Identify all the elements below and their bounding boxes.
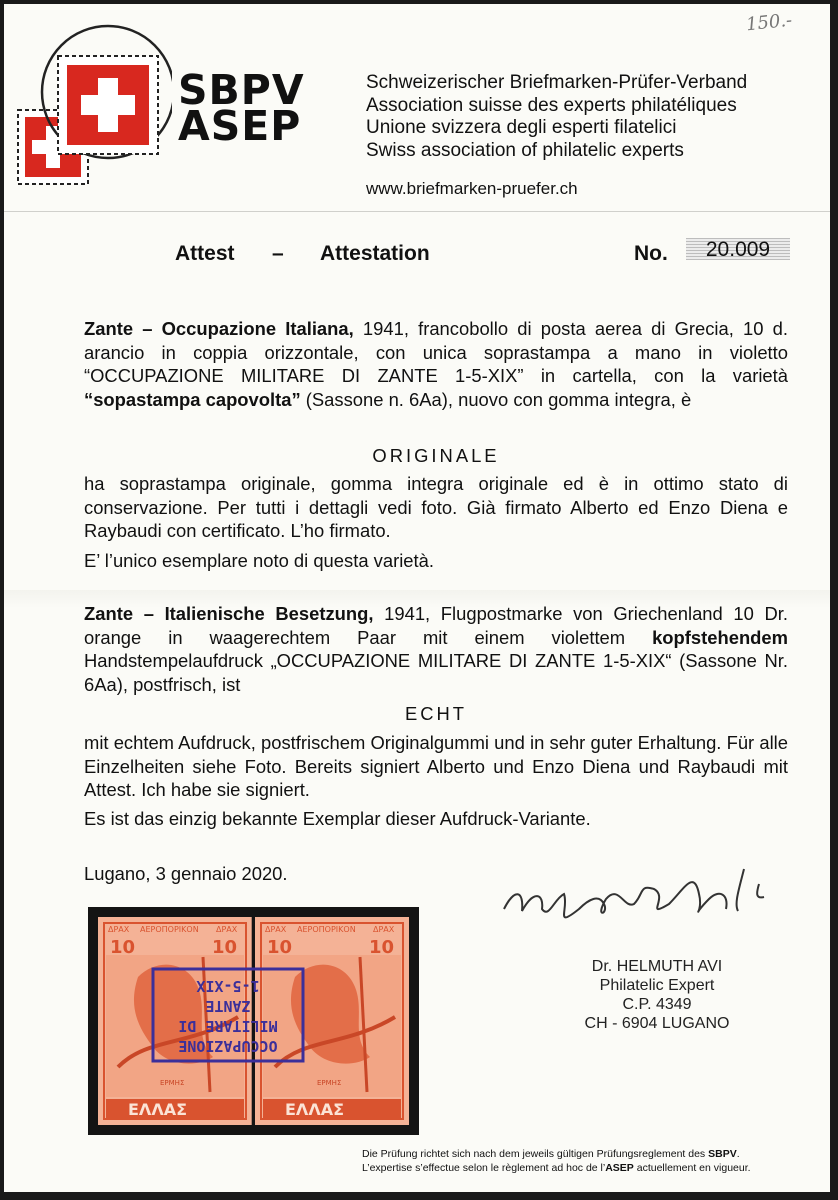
footer-line-2-text: L’expertise s’effectue selon le règlement ad hoc de l’ [362, 1162, 606, 1174]
german-body-b: Handstempelaufdruck „OCCUPAZIONE MILITARE DI ZANTE 1-5-XIX“ (Sassone Nr. 6Aa), postfrisch, ist [84, 650, 788, 695]
sbpv-logo-icon [12, 22, 172, 192]
pencil-price-note: 150.- [745, 9, 794, 36]
italian-body-b: (Sassone n. 6Aa), nuovo con gomma integra, è [300, 388, 692, 410]
italian-title: Zante – Occupazione Italiana, [84, 318, 354, 339]
expert-stamp [572, 957, 742, 1033]
german-paragraph-3: Es ist das einzig bekannte Exemplar dieser Aufdruck-Variante. [84, 808, 591, 829]
heading-dash: – [272, 242, 284, 265]
association-de: Schweizerischer Briefmarken-Prüfer-Verband [366, 72, 748, 93]
stamp-left-top-left: ΔΡΑΧ [108, 925, 130, 934]
stamp-right-top-left: ΔΡΑΧ [265, 925, 287, 934]
italian-paragraph-2: ha soprastampa originale, gomma integra originale ed è in ottimo stato di conservazione. Per tutti i dettagli vedi foto. Già firmato Alberto ed Enzo Diena e Raybaudi con certificato. L’ho firmato. [84, 473, 788, 541]
stamp-right-country: ΕΛΛΑΣ [285, 1100, 345, 1119]
footer-line-1 [362, 1147, 751, 1161]
stamp-left-value-left: 10 [110, 937, 136, 958]
certificate-sheet [4, 4, 830, 1192]
header-divider [4, 211, 830, 212]
heading-attestation: Attestation [320, 242, 430, 265]
stamp-right-value-left: 10 [267, 937, 293, 958]
expert-name: Dr. HELMUTH AVI [591, 958, 723, 975]
german-title: Zante – Italienische Besetzung, [84, 603, 374, 624]
german-paragraph-1 [84, 602, 788, 696]
stamp-left-country: ΕΛΛΑΣ [128, 1100, 188, 1119]
association-en: Swiss association of philatelic experts [366, 139, 684, 161]
italian-verdict: ORIGINALE [372, 445, 500, 466]
italian-paragraph-1 [84, 317, 788, 411]
handwritten-signature-icon [494, 849, 794, 949]
place-and-date: Lugano, 3 gennaio 2020. [84, 863, 288, 884]
expert-po-box: C.P. 4349 [622, 996, 692, 1013]
website-link: www.briefmarken-pruefer.ch [366, 179, 578, 198]
brand-asep: ASEP [178, 102, 302, 150]
german-variety: kopfstehendem [652, 626, 788, 648]
italian-paragraph-3: E’ l’unico esemplare noto di questa varietà. [84, 550, 434, 571]
stamp-photo [88, 907, 419, 1135]
footer-line-2-end: actuellement en vigueur. [633, 1162, 751, 1174]
front-stamp-icon [42, 26, 172, 158]
expert-city: CH - 6904 LUGANO [584, 1015, 730, 1032]
association-fr: Association suisse des experts philatéliques [366, 94, 737, 116]
footer-line-2 [362, 1161, 751, 1175]
heading-no-label: No. [634, 242, 668, 265]
brand-wordmark [178, 66, 305, 150]
brand-sbpv: SBPV [178, 66, 305, 114]
overprint-line-1: OCCUPAZIONE [178, 1037, 278, 1055]
german-paragraph-2: mit echtem Aufdruck, postfrischem Originalgummi und in sehr guter Erhaltung. Für alle Einzelheiten siehe Foto. Bereits signiert Alberto und Enzo Diena und Raybaudi mit Attest. Ich habe sie signiert. [84, 732, 788, 800]
stamp-pair-image [88, 907, 419, 1135]
stamp-left-top-right: ΔΡΑΧ [216, 925, 238, 934]
stamp-right-top-right: ΔΡΑΧ [373, 925, 395, 934]
overprint-line-2: MILITARE DI [178, 1017, 278, 1035]
german-verdict: ECHT [404, 703, 468, 724]
footer-line-1-text: Die Prüfung richtet sich nach dem jeweils gültigen Prüfungsreglement des [362, 1148, 709, 1160]
footer-asep: ASEP [605, 1162, 634, 1174]
stamp-left-value-right: 10 [212, 937, 238, 958]
association-it: Unione svizzera degli esperti filatelici [366, 117, 677, 138]
footer-sbpv: SBPV [708, 1148, 737, 1160]
stamp-right-figure: ΕΡΜΗΣ [317, 1079, 342, 1087]
expert-title: Philatelic Expert [599, 977, 715, 994]
association-names [366, 72, 747, 162]
stamp-right-top-mid: ΑΕΡΟΠΟΡΙΚΟΝ [297, 925, 356, 934]
stamp-left-top-mid: ΑΕΡΟΠΟΡΙΚΟΝ [140, 925, 199, 934]
certificate-number: 20.009 [686, 238, 790, 260]
italian-variety: “sopastampa capovolta” [84, 388, 301, 410]
stamp-left-figure: ΕΡΜΗΣ [160, 1079, 185, 1087]
overprint-line-3: ZANTE [205, 997, 251, 1015]
heading-attest: Attest [175, 242, 235, 265]
footer-line-1-end: . [736, 1148, 740, 1160]
overprint-line-4: 1-5-XIX [196, 977, 260, 995]
footer-note [362, 1147, 751, 1175]
stamp-right-value-right: 10 [369, 937, 395, 958]
italian-body-a: 1941, francobollo di posta aerea di Grecia, 10 d. arancio in coppia orizzontale, con unica soprastampa a mano in violetto “OCCUPAZIONE MILITARE DI ZANTE 1-5-XIX” in cartella, con la varietà [84, 318, 788, 386]
german-body-a: 1941, Flugpostmarke von Griechenland 10 Dr. orange in waagerechtem Paar mit einem violettem [84, 603, 789, 648]
